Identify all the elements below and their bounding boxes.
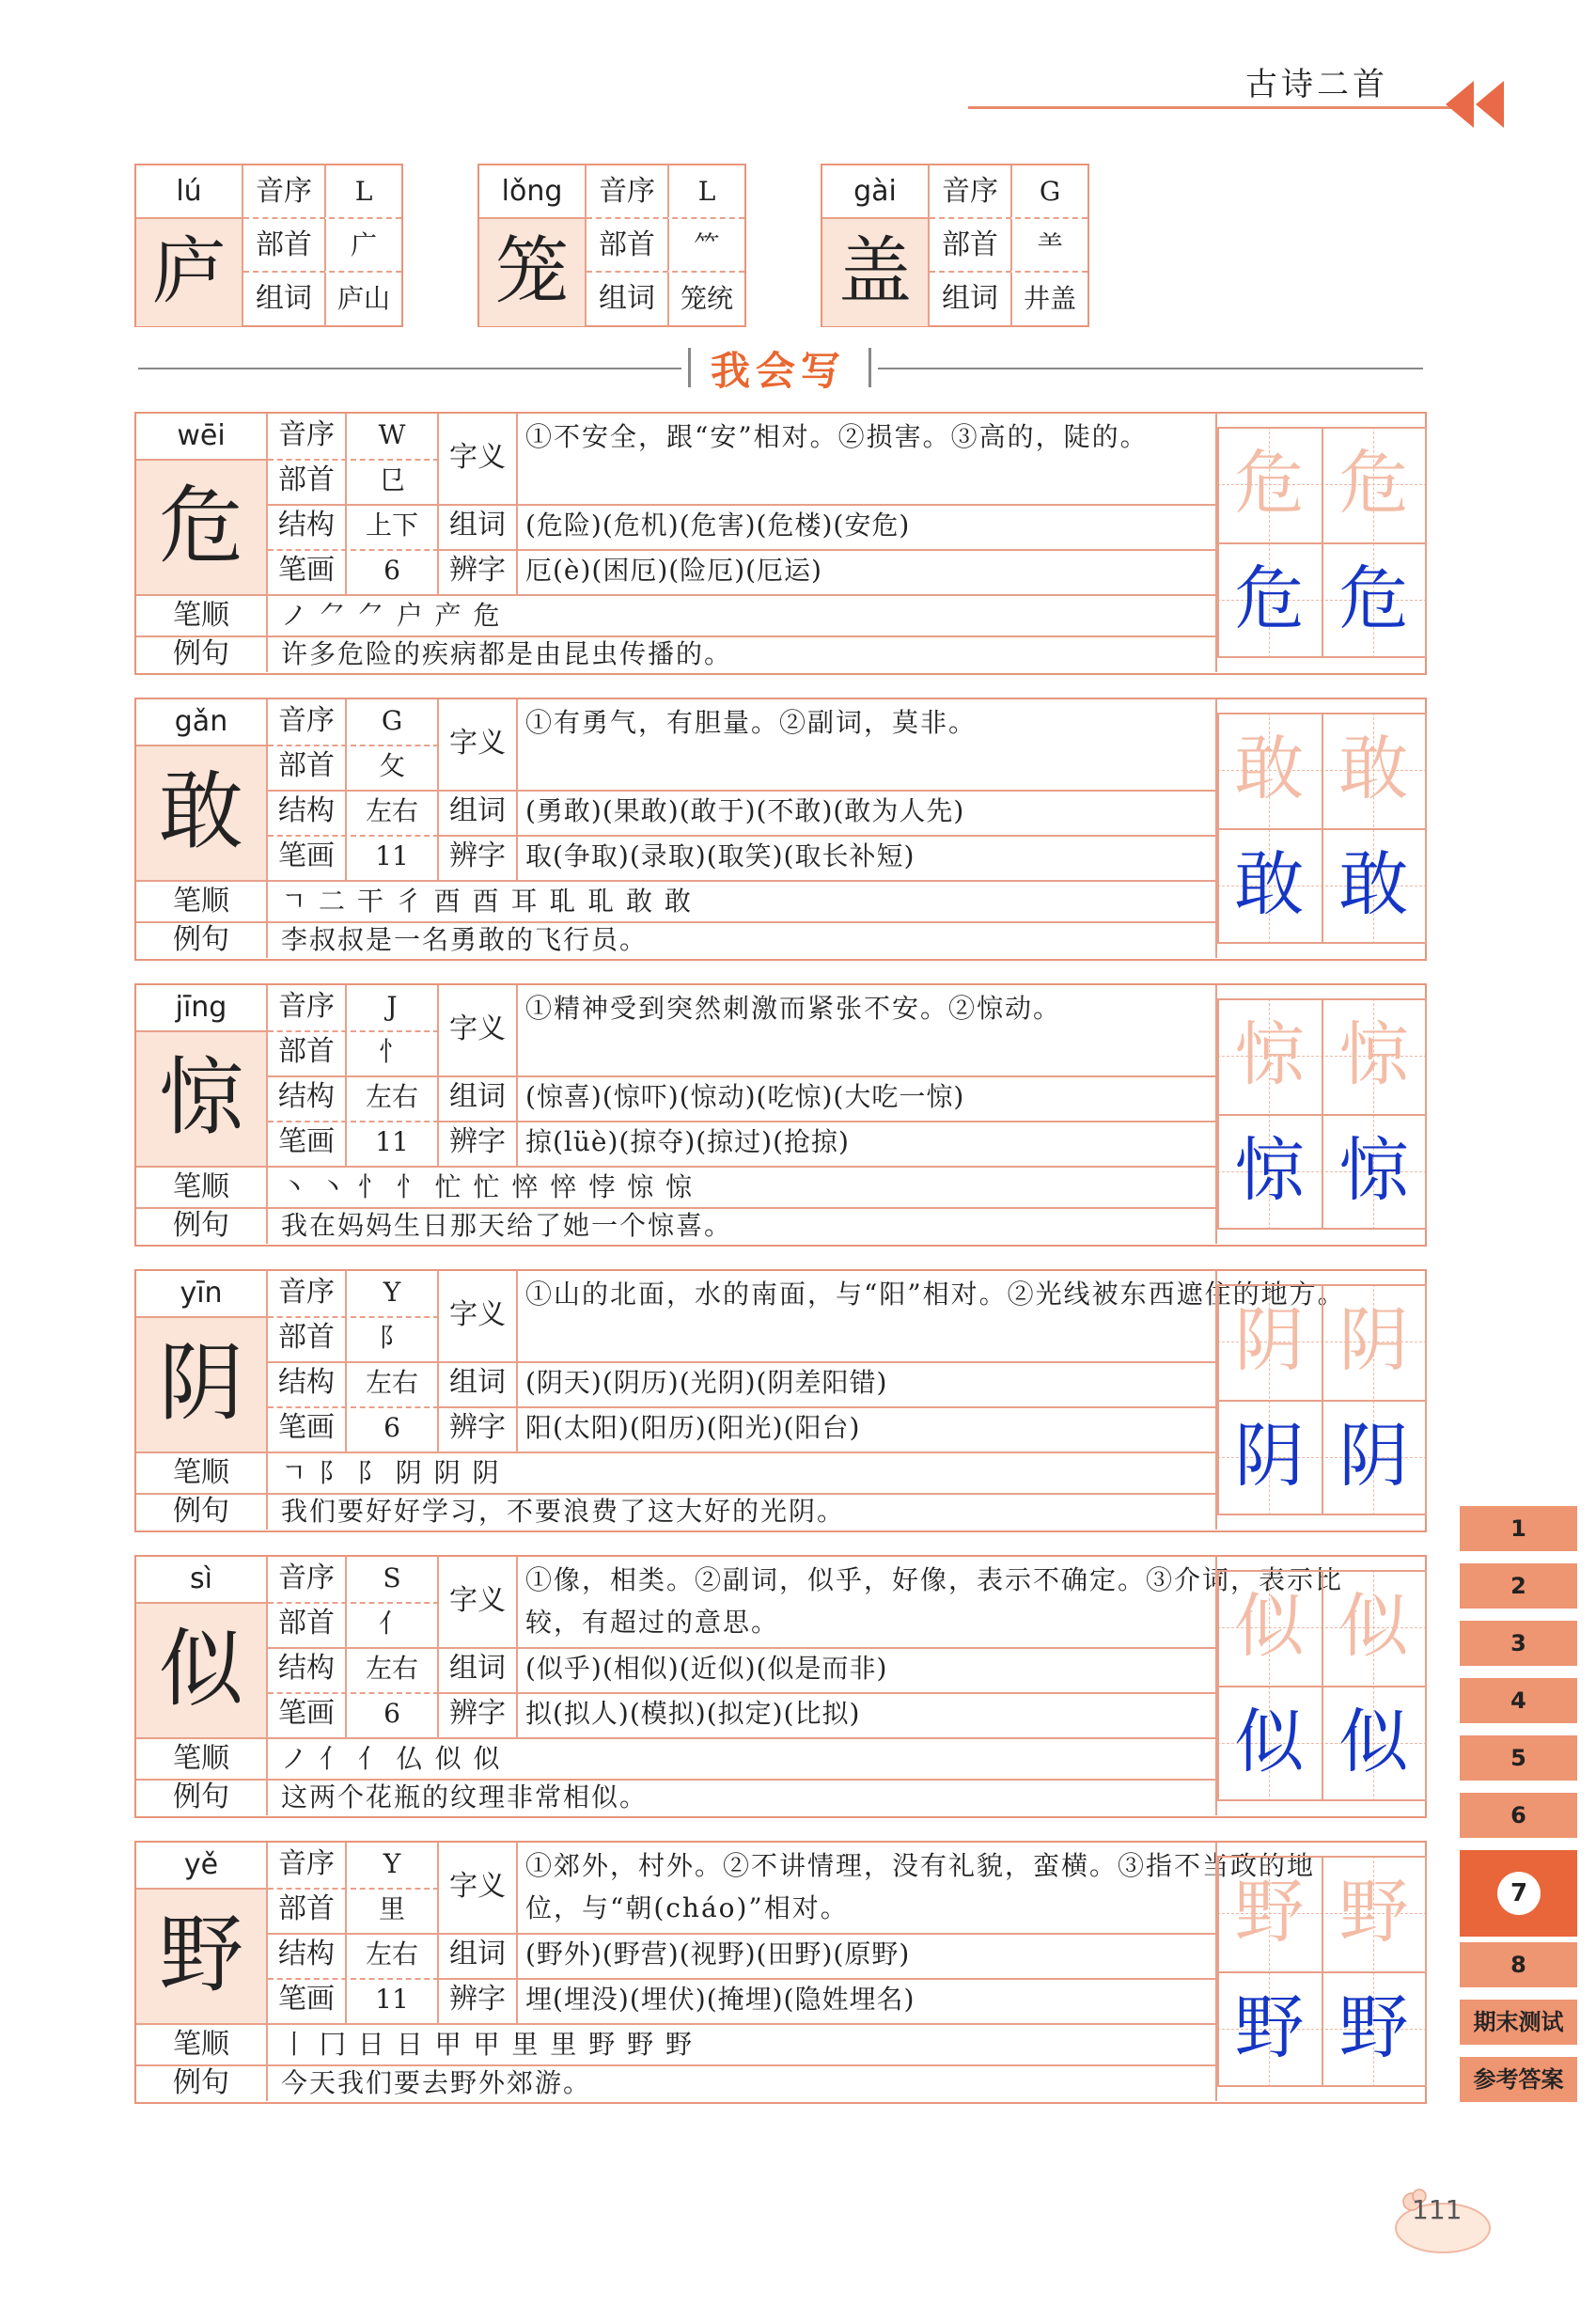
card-distinguish: 埋(埋没)(埋伏)(掩埋)(隐姓埋名)	[525, 1984, 915, 2015]
small-card-pinyin: lǒng	[479, 165, 587, 219]
card-label-bianzi: 辨字	[439, 1978, 518, 2023]
card-meaning: ①像，相类。②副词，似乎，好像，表示不确定。③介词，表示比较，有超过的意思。	[525, 1564, 1344, 1638]
small-card-row-value: ⺷	[1036, 229, 1063, 260]
card-label-bishun: 笔顺	[136, 880, 268, 922]
card-pinyin: jīng	[136, 985, 268, 1032]
card-value-bushou: 阝	[347, 1316, 439, 1361]
small-card-character: 笼	[479, 219, 587, 326]
card-character: 似	[136, 1604, 268, 1737]
card-value-bihua: 6	[347, 549, 439, 594]
tab-3[interactable]	[1460, 1621, 1577, 1666]
tab-6[interactable]	[1460, 1793, 1577, 1838]
card-label-zuci: 组词	[439, 1361, 518, 1406]
small-card-row	[930, 219, 1087, 273]
tab-1[interactable]	[1460, 1506, 1577, 1551]
card-label-ziyi: 字义	[439, 699, 518, 790]
card-pinyin: wēi	[136, 414, 268, 461]
card-label-bihua: 笔画	[268, 835, 347, 880]
card-label-jiegou: 结构	[268, 504, 347, 549]
card-example: 这两个花瓶的纹理非常相似。	[281, 1781, 649, 1813]
card-label-bihua: 笔画	[268, 1978, 347, 2023]
card-label-bihua: 笔画	[268, 1121, 347, 1166]
practice-model-char: 惊	[1338, 1130, 1409, 1211]
section-heading	[0, 338, 1596, 395]
card-word-group: (惊喜)(惊吓)(惊动)(吃惊)(大吃一惊)	[525, 1081, 965, 1112]
small-card-row-value: 笼统	[680, 283, 733, 314]
card-pinyin: yě	[136, 1843, 268, 1890]
small-card-row	[930, 273, 1087, 326]
card-stroke-order: 丨 冂 日 日 甲 甲 里 里 野 野 野	[281, 2029, 695, 2060]
small-card-row-value: 井盖	[1023, 283, 1076, 314]
card-character: 惊	[136, 1032, 268, 1166]
tab-label: 5	[1510, 1745, 1526, 1771]
small-card-row-label: 音序	[243, 165, 326, 217]
card-value-yinxu: S	[347, 1557, 439, 1602]
practice-model-char: 野	[1338, 1987, 1409, 2068]
card-character: 危	[136, 461, 268, 594]
card-label-bishun: 笔顺	[136, 1737, 268, 1780]
practice-grid[interactable]	[1217, 1284, 1427, 1515]
card-stroke-order: ノ 亻 亻 仏 似 似	[281, 1743, 502, 1774]
card-label-bushou: 部首	[268, 745, 347, 790]
practice-trace-char: 危	[1338, 443, 1409, 524]
card-label-ziyi: 字义	[439, 1271, 518, 1361]
card-label-jiegou: 结构	[268, 1647, 347, 1692]
card-value-yinxu: Y	[347, 1271, 439, 1316]
card-label-bianzi: 辨字	[439, 1692, 518, 1737]
card-pinyin: sì	[136, 1557, 268, 1604]
small-char-card	[821, 164, 1089, 327]
card-label-bianzi: 辨字	[439, 835, 518, 880]
small-card-row-label: 部首	[930, 219, 1012, 271]
card-label-zuci: 组词	[439, 1075, 518, 1121]
card-label-yinxu: 音序	[268, 414, 347, 459]
practice-grid[interactable]	[1217, 1856, 1427, 2087]
practice-trace-char: 野	[1338, 1872, 1409, 1953]
practice-area	[1215, 1843, 1425, 2101]
character-card	[134, 1555, 1427, 1818]
card-value-yinxu: W	[347, 414, 439, 459]
card-pinyin: gǎn	[136, 699, 268, 746]
practice-trace-char: 阴	[1234, 1300, 1305, 1381]
card-word-group: (勇敢)(果敢)(敢于)(不敢)(敢为人先)	[525, 795, 965, 826]
tab-9[interactable]	[1460, 2000, 1577, 2045]
card-label-bushou: 部首	[268, 1316, 347, 1361]
tab-8[interactable]	[1460, 1942, 1577, 1987]
card-stroke-order: ノ ⺈ ⺈ 户 产 危	[281, 600, 502, 631]
card-label-yinxu: 音序	[268, 699, 347, 745]
card-value-jiegou: 左右	[347, 1361, 439, 1406]
small-card-row-label: 组词	[930, 273, 1012, 326]
tab-label: 3	[1510, 1630, 1526, 1656]
small-char-card	[134, 164, 403, 327]
card-value-bushou: 里	[347, 1888, 439, 1933]
practice-grid[interactable]	[1217, 998, 1427, 1230]
card-word-group: (阴天)(阴历)(光阴)(阴差阳错)	[525, 1367, 888, 1398]
character-card	[134, 1841, 1427, 2104]
small-card-row	[243, 219, 401, 273]
small-card-row	[587, 165, 744, 219]
practice-area	[1215, 1271, 1425, 1530]
small-card-row	[587, 273, 744, 326]
card-divider	[268, 459, 439, 461]
card-example: 今天我们要去野外郊游。	[281, 2067, 592, 2098]
practice-area	[1215, 1557, 1425, 1815]
small-card-row-label: 组词	[243, 273, 326, 326]
practice-trace-char: 似	[1234, 1586, 1305, 1667]
card-value-yinxu: G	[347, 699, 439, 745]
tab-label: 8	[1510, 1952, 1526, 1978]
card-example: 许多危险的疾病都是由昆虫传播的。	[281, 638, 733, 669]
card-example: 我在妈妈生日那天给了她一个惊喜。	[281, 1210, 733, 1241]
practice-trace-char: 危	[1234, 443, 1305, 524]
card-label-ziyi: 字义	[439, 414, 518, 504]
small-char-card	[477, 164, 746, 327]
card-label-bushou: 部首	[268, 1888, 347, 1933]
card-distinguish: 取(争取)(录取)(取笑)(取长补短)	[525, 840, 915, 871]
practice-model-char: 敢	[1234, 844, 1305, 925]
card-label-jiegou: 结构	[268, 1933, 347, 1978]
card-label-jiegou: 结构	[268, 790, 347, 835]
card-label-ziyi: 字义	[439, 1557, 518, 1647]
card-value-bihua: 11	[347, 1978, 439, 2023]
small-card-row-label: 部首	[243, 219, 326, 271]
card-word-group: (危险)(危机)(危害)(危楼)(安危)	[525, 510, 911, 541]
section-title: 我会写	[711, 348, 847, 394]
card-value-jiegou: 左右	[347, 1933, 439, 1978]
card-label-zuci: 组词	[439, 1647, 518, 1692]
practice-area	[1215, 414, 1425, 672]
double-arrow-icon	[1446, 81, 1504, 128]
card-label-liju: 例句	[136, 1207, 268, 1244]
card-label-bishun: 笔顺	[136, 2023, 268, 2065]
practice-model-char: 敢	[1338, 844, 1409, 925]
small-card-row-value: L	[697, 176, 716, 207]
card-distinguish: 拟(拟人)(模拟)(拟定)(比拟)	[525, 1698, 861, 1729]
tab-label: 参考答案	[1473, 2066, 1564, 2093]
card-value-bihua: 11	[347, 1121, 439, 1166]
card-distinguish: 掠(lüè)(掠夺)(掠过)(抢掠)	[525, 1126, 850, 1157]
small-card-row	[930, 165, 1087, 219]
practice-grid[interactable]	[1217, 427, 1427, 658]
card-divider	[268, 835, 439, 837]
card-distinguish: 阳(太阳)(阳历)(阳光)(阳台)	[525, 1412, 861, 1443]
small-card-row-value: ⺮	[693, 229, 720, 260]
card-value-bushou: 㔾	[347, 459, 439, 504]
practice-trace-char: 阴	[1338, 1300, 1409, 1381]
tab-label: 2	[1510, 1573, 1526, 1599]
card-meaning: ①精神受到突然刺激而紧张不安。②惊动。	[525, 993, 1062, 1024]
small-card-row-label: 音序	[930, 165, 1012, 217]
small-card-row	[587, 219, 744, 273]
card-value-jiegou: 左右	[347, 1075, 439, 1121]
small-card-row-value: 庐山	[336, 283, 390, 314]
small-card-row-label: 部首	[587, 219, 669, 271]
practice-grid[interactable]	[1217, 1570, 1427, 1801]
card-divider	[268, 1888, 439, 1890]
card-meaning: ①山的北面，水的南面，与“阳”相对。②光线被东西遮住的地方。	[525, 1279, 1346, 1310]
card-label-yinxu: 音序	[268, 985, 347, 1030]
small-card-character: 庐	[136, 219, 243, 326]
card-meaning: ①不安全，跟“安”相对。②损害。③高的，陡的。	[525, 421, 1149, 452]
card-example: 李叔叔是一名勇敢的飞行员。	[281, 924, 649, 955]
card-character: 敢	[136, 746, 268, 880]
practice-model-char: 似	[1234, 1702, 1305, 1782]
small-card-row-label: 音序	[587, 165, 669, 217]
practice-trace-char: 敢	[1234, 729, 1305, 809]
card-label-ziyi: 字义	[439, 1843, 518, 1933]
card-label-bihua: 笔画	[268, 549, 347, 594]
tab-label: 7	[1497, 1872, 1541, 1915]
small-card-pinyin: lú	[136, 165, 243, 219]
chapter-title: 古诗二首	[1245, 66, 1388, 103]
card-stroke-order: ㄱ 阝 阝 阴 阴 阴	[281, 1457, 501, 1488]
header-rule	[968, 106, 1452, 109]
practice-trace-char: 惊	[1338, 1014, 1409, 1095]
section-rule-right	[878, 368, 1423, 369]
card-label-jiegou: 结构	[268, 1075, 347, 1121]
practice-model-char: 野	[1234, 1987, 1305, 2068]
card-divider	[268, 1121, 439, 1122]
card-label-yinxu: 音序	[268, 1843, 347, 1888]
small-card-row-value: G	[1039, 176, 1061, 207]
card-label-bushou: 部首	[268, 459, 347, 504]
card-label-bishun: 笔顺	[136, 1166, 268, 1208]
card-value-bihua: 6	[347, 1692, 439, 1737]
card-label-liju: 例句	[136, 921, 268, 958]
card-label-ziyi: 字义	[439, 985, 518, 1075]
tab-4[interactable]	[1460, 1678, 1577, 1723]
card-label-liju: 例句	[136, 1779, 268, 1815]
card-meaning: ①郊外，村外。②不讲情理，没有礼貌，蛮横。③指不当政的地位，与“朝(cháo)”相对。	[525, 1850, 1316, 1923]
card-label-zuci: 组词	[439, 504, 518, 549]
card-label-liju: 例句	[136, 636, 268, 672]
card-label-liju: 例句	[136, 1493, 268, 1530]
card-label-zuci: 组词	[439, 1933, 518, 1978]
practice-area	[1215, 699, 1425, 958]
tab-10[interactable]	[1460, 2057, 1577, 2102]
small-card-row-value: L	[354, 176, 373, 207]
card-meaning: ①有勇气，有胆量。②副词，莫非。	[525, 707, 978, 738]
card-value-jiegou: 上下	[347, 504, 439, 549]
character-card	[134, 412, 1427, 675]
practice-model-char: 阴	[1338, 1416, 1409, 1497]
card-word-group: (似乎)(相似)(近似)(似是而非)	[525, 1653, 888, 1684]
card-stroke-order: ㄱ ⼆ ⼲ 彳 ⾣ ⾣ 耳 耴 耴 敢 敢	[281, 886, 694, 917]
card-value-bihua: 6	[347, 1406, 439, 1452]
card-value-jiegou: 左右	[347, 1647, 439, 1692]
tab-label: 4	[1510, 1687, 1526, 1714]
character-card	[134, 983, 1427, 1247]
character-card	[134, 698, 1427, 961]
small-card-row-value: 广	[350, 229, 377, 260]
card-value-yinxu: Y	[347, 1843, 439, 1888]
card-character: 野	[136, 1890, 268, 2023]
card-word-group: (野外)(野营)(视野)(田野)(原野)	[525, 1938, 911, 1970]
practice-trace-char: 惊	[1234, 1014, 1305, 1095]
card-label-bianzi: 辨字	[439, 1121, 518, 1166]
practice-model-char: 似	[1338, 1702, 1409, 1782]
tab-label: 1	[1510, 1515, 1526, 1542]
card-label-bianzi: 辨字	[439, 549, 518, 594]
practice-grid[interactable]	[1217, 713, 1427, 944]
practice-trace-char: 敢	[1338, 729, 1409, 809]
page-number: 111	[1412, 2194, 1463, 2225]
card-value-bihua: 11	[347, 835, 439, 880]
card-label-bianzi: 辨字	[439, 1406, 518, 1452]
card-value-bushou: 忄	[347, 1030, 439, 1075]
card-label-bihua: 笔画	[268, 1406, 347, 1452]
tab-7[interactable]	[1460, 1850, 1577, 1937]
card-label-yinxu: 音序	[268, 1557, 347, 1602]
practice-model-char: 阴	[1234, 1416, 1305, 1497]
section-bar-right	[868, 348, 871, 387]
card-label-bishun: 笔顺	[136, 594, 268, 636]
card-label-bushou: 部首	[268, 1602, 347, 1647]
card-divider	[268, 549, 439, 551]
tab-5[interactable]	[1460, 1735, 1577, 1781]
card-stroke-order: 丶 丶 忄 忄 忙 忙 悴 悴 悖 惊 惊	[281, 1171, 695, 1202]
card-value-bushou: 亻	[347, 1602, 439, 1647]
card-character: 阴	[136, 1318, 268, 1452]
card-divider	[268, 1406, 439, 1408]
practice-trace-char: 野	[1234, 1872, 1305, 1953]
tab-label: 6	[1510, 1802, 1526, 1828]
card-distinguish: 厄(è)(困厄)(险厄)(厄运)	[525, 555, 822, 586]
card-divider	[268, 745, 439, 746]
practice-model-char: 危	[1234, 558, 1305, 639]
card-value-jiegou: 左右	[347, 790, 439, 835]
small-card-character: 盖	[822, 219, 930, 326]
card-divider	[268, 1316, 439, 1318]
card-label-bishun: 笔顺	[136, 1452, 268, 1494]
card-label-yinxu: 音序	[268, 1271, 347, 1316]
tab-label: 期末测试	[1473, 2009, 1564, 2035]
small-card-row	[243, 165, 401, 219]
card-divider	[268, 1030, 439, 1032]
card-label-zuci: 组词	[439, 790, 518, 835]
card-label-bushou: 部首	[268, 1030, 347, 1075]
card-value-yinxu: J	[347, 985, 439, 1030]
practice-model-char: 危	[1338, 558, 1409, 639]
card-example: 我们要好好学习，不要浪费了这大好的光阴。	[281, 1496, 846, 1527]
small-card-row-label: 组词	[587, 273, 669, 326]
small-card-pinyin: gài	[822, 165, 930, 219]
card-value-bushou: 攵	[347, 745, 439, 790]
practice-model-char: 惊	[1234, 1130, 1305, 1211]
section-bar-left	[688, 348, 691, 387]
practice-trace-char: 似	[1338, 1586, 1409, 1667]
tab-2[interactable]	[1460, 1563, 1577, 1609]
card-label-liju: 例句	[136, 2064, 268, 2101]
practice-area	[1215, 985, 1425, 1244]
section-rule-left	[138, 368, 681, 369]
card-divider	[268, 1692, 439, 1694]
card-label-bihua: 笔画	[268, 1692, 347, 1737]
card-divider	[268, 1602, 439, 1604]
card-divider	[268, 1978, 439, 1980]
character-card	[134, 1269, 1427, 1532]
small-card-row	[243, 273, 401, 326]
card-pinyin: yīn	[136, 1271, 268, 1318]
card-label-jiegou: 结构	[268, 1361, 347, 1406]
